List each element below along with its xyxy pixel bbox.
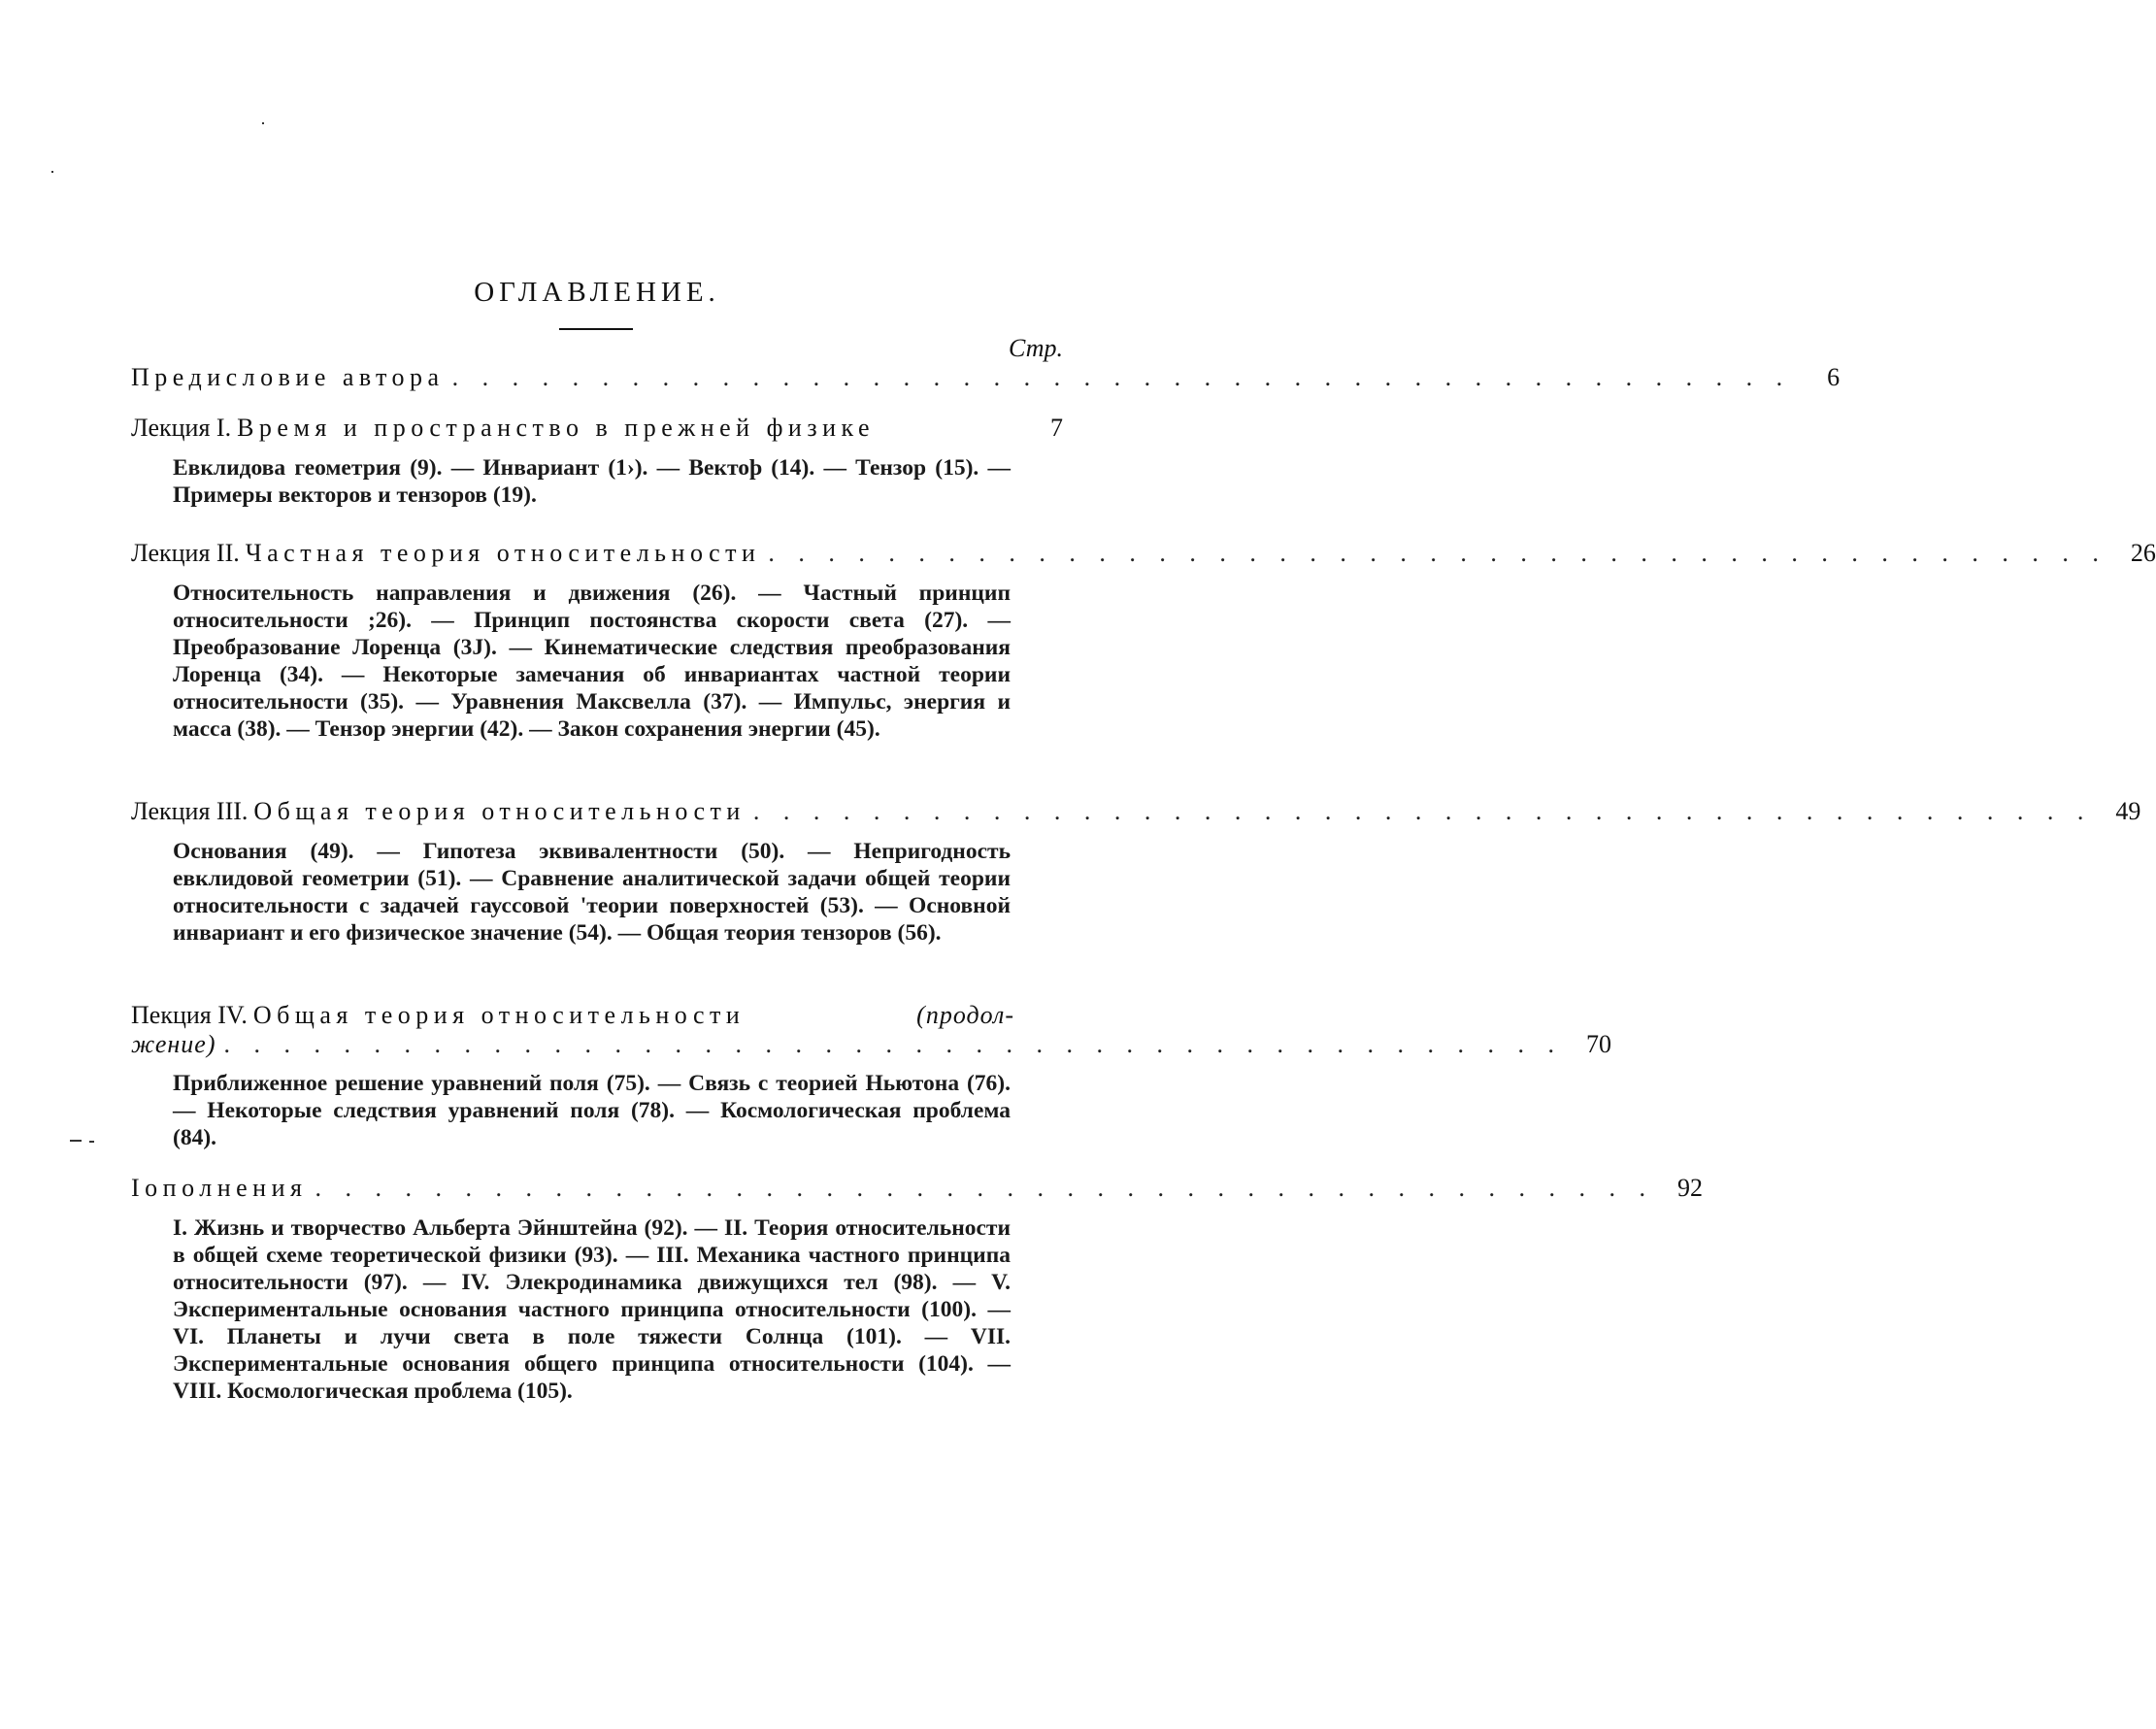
toc-entry-lecture-3 (131, 797, 2141, 826)
entry-label: Общая теория относительности (253, 797, 746, 825)
entry-description: I. Жизнь и творчество Альберта Эйнштейна (92). — II. Теория относительности в общей схеме теоретической физики (93). — III. Механика частного принципа относительности (97). — IV. Элекродинамика движущихся тел (98). — V. Экспериментальные основания частного принципа относительности (100). — VI. Планеты и лучи света в поле тяжести Солнца (101). — VII. Экспериментальные основания общего принципа относительности (104). — VIII. Космологическая проблема (105). (173, 1215, 1011, 1404)
toc-entry-lecture-4 (131, 1001, 1611, 1059)
entry-page: 6 (1827, 363, 1841, 391)
toc-entry-lecture-2 (131, 539, 2156, 568)
entry-label-continued: (продол- (916, 1001, 1014, 1029)
scan-mark (51, 171, 53, 173)
toc-page (131, 0, 2156, 1729)
scan-mark (70, 1140, 82, 1142)
entry-description: Евклидова геометрия (9). — Инвариант (1›). — Вектоþ (14). — Тензор (15). — Примеры векторов и тензоров (19). (173, 455, 1011, 508)
dot-leader: . . . . . . . . . . . . . . . . . . . . . . . . . . . . . . . . . . . . . . . . . . . . . (315, 1174, 1654, 1202)
toc-entry-preface (131, 363, 1841, 392)
scan-mark (262, 122, 264, 124)
entry-description: Относительность направления и движения (26). — Частный принцип относительности ;26). — Принцип постоянства скорости света (27). — Преобразование Лоренца (3J). — Кинематические следствия преобразования Лоренца (34). — Некоторые замечания об инвариантах частной теории относительности (35). — Уравнения Максвелла (37). — Импульс, энергия и масса (38). — Тензор энергии (42). — Закон сохранения энергии (45). (173, 581, 1011, 742)
toc-entry-lecture-1 (131, 414, 1063, 443)
entry-label-continued-2: жение) (131, 1030, 216, 1058)
entry-lead: Лекция I. (131, 414, 232, 442)
page-title: ОГЛАВЛЕНИЕ. (474, 277, 720, 308)
entry-page: 92 (1676, 1174, 1703, 1202)
entry-label: Іополнения (131, 1174, 308, 1202)
entry-label: Частная теория относительности (245, 539, 761, 567)
entry-lead: Лекция II. (131, 539, 240, 567)
entry-lead: Пекция IV. (131, 1001, 248, 1029)
entry-page: 49 (2115, 797, 2141, 825)
entry-label: Предисловие автора (131, 363, 445, 391)
entry-page: 70 (1585, 1030, 1611, 1058)
entry-label: Общая теория относительности (252, 1001, 746, 1029)
entry-page: 26 (2130, 539, 2156, 567)
entry-description: Основания (49). — Гипотеза эквивалентности (50). — Непригодность евклидовой геометрии (51). — Сравнение аналитической задачи общей теории относительности с задачей гауссовой 'теории поверхностей (53). — Основной инвариант и его физическое значение (54). — Общая теория тензоров (56). (173, 839, 1011, 946)
toc-entry-appendix (131, 1174, 1703, 1203)
entry-label: Время и пространство в прежней физике (237, 414, 876, 442)
entry-lead: Лекция III. (131, 797, 249, 825)
page-column-header: Стр. (1009, 334, 1063, 362)
dot-leader: . . . . . . . . . . . . . . . . . . . . . . . . . . . . . . . . . . . . . . . . . . . . . (223, 1030, 1563, 1058)
scan-mark (89, 1141, 94, 1143)
entry-page: 7 (1050, 414, 1063, 442)
entry-description: Приближенное решение уравнений поля (75). — Связь с теорией Ньютона (76). — Некоторые следствия уравнений поля (78). — Космологическая проблема (84). (173, 1071, 1011, 1150)
dot-leader: . . . . . . . . . . . . . . . . . . . . . . . . . . . . . . . . . . . . . . . . . . . . . (451, 363, 1792, 391)
dot-leader: . . . . . . . . . . . . . . . . . . . . . . . . . . . . . . . . . . . . . . . . . . . . . (752, 797, 2093, 825)
title-rule (559, 328, 633, 330)
dot-leader: . . . . . . . . . . . . . . . . . . . . . . . . . . . . . . . . . . . . . . . . . . . . . (768, 539, 2107, 567)
